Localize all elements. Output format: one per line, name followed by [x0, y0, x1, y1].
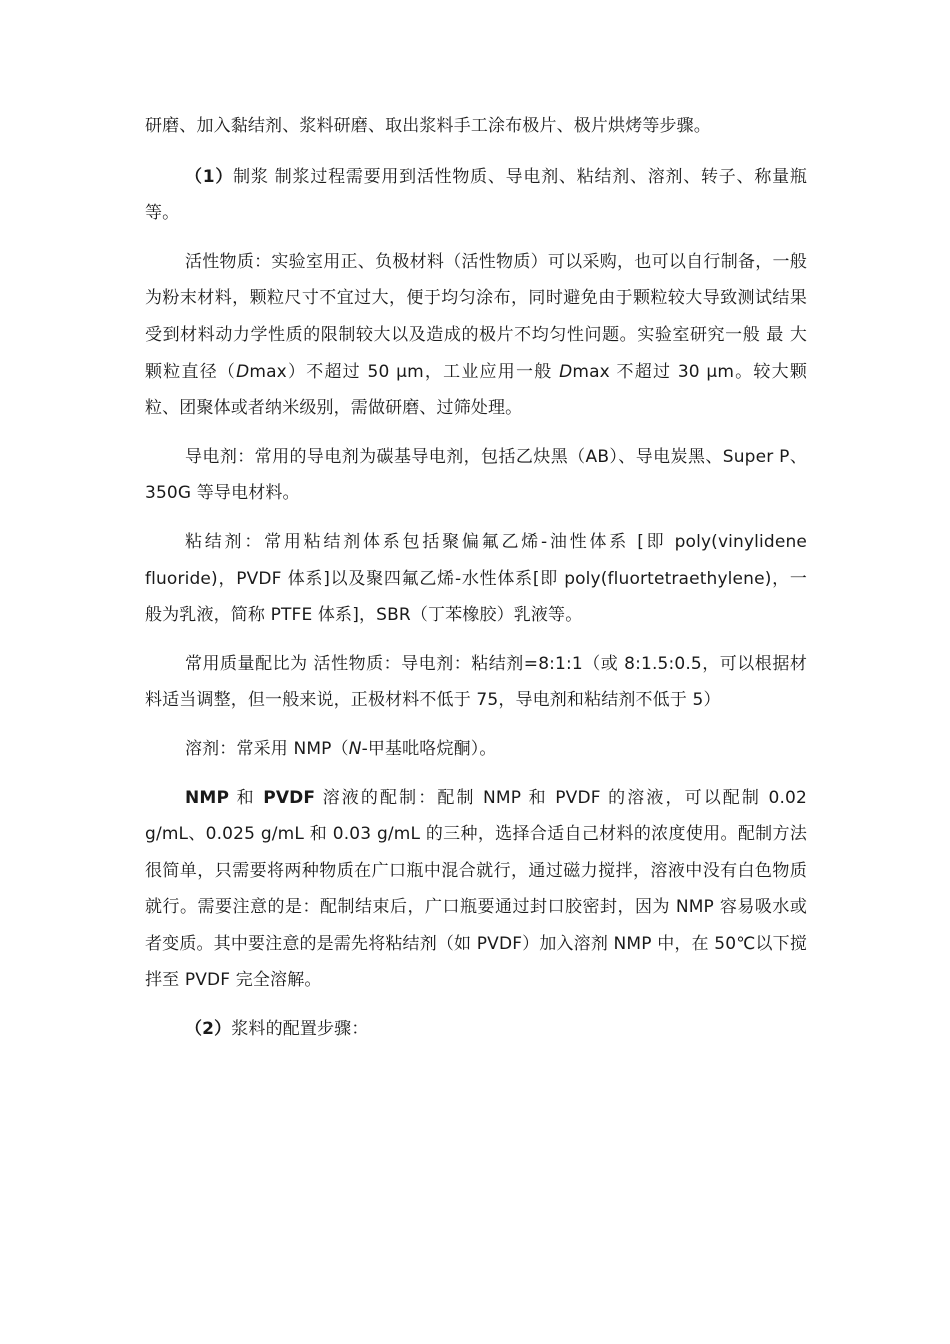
paragraph-slurry-section — [145, 159, 807, 232]
paragraph-nmp-pvdf-solution — [145, 780, 807, 1000]
paragraph-binder — [145, 524, 807, 634]
document-page — [145, 108, 807, 1048]
paragraph-text: 浆料的配置步骤： — [231, 1019, 369, 1040]
bold-term: PVDF — [263, 787, 316, 808]
paragraph-text: -甲基吡咯烷酮）。 — [361, 738, 497, 759]
italic-symbol: D — [236, 361, 250, 382]
paragraph-text: 研磨、加入黏结剂、浆料研磨、取出浆料手工涂布极片、极片烘烤等步骤。 — [145, 116, 711, 136]
paragraph-text: max）不超过 50 μm，工业应用一般 — [249, 361, 560, 382]
section-number: （2） — [185, 1019, 232, 1040]
paragraph-text: 和 — [229, 787, 264, 808]
paragraph-conductive-agent — [145, 439, 807, 512]
paragraph-solvent — [145, 731, 807, 768]
paragraph-slurry-steps-heading — [145, 1011, 807, 1048]
bold-term: NMP — [185, 787, 230, 808]
paragraph-text: 常用质量配比为 活性物质：导电剂：粘结剂=8:1:1（或 8:1.5:0.5，可以根据材料适当调整，但一般来说，正极材料不低于 75，导电剂和粘结剂不低于 5） — [145, 653, 807, 711]
paragraph-text: max 不超过 30 μm。较大颗粒、团聚体或者纳米级别，需做研磨、过筛处理。 — [145, 361, 807, 419]
paragraph-text: 粘结剂：常用粘结剂体系包括聚偏氟乙烯-油性体系 [即 poly(vinylidene fluoride)，PVDF 体系]以及聚四氟乙烯-水性体系[即 poly(fluortetraethylene)，一般为乳液，简称 PTFE 体系]，SBR（丁苯橡胶）乳液等。 — [145, 531, 807, 626]
italic-symbol: N — [348, 738, 362, 759]
paragraph-text: 活性物质：实验室用正、负极材料（活性物质）可以采购，也可以自行制备，一般为粉末材料，颗粒尺寸不宜过大，便于均匀涂布，同时避免由于颗粒较大导致测试结果受到材料动力学性质的限制较大以及造成的极片不均匀性问题。实验室研究一般 最 大颗粒直径（ — [145, 251, 807, 382]
paragraph-active-material — [145, 244, 807, 427]
section-number: （1） — [185, 166, 234, 187]
paragraph-mass-ratio — [145, 646, 807, 719]
paragraph-text: 导电剂：常用的导电剂为碳基导电剂，包括乙炔黑（AB）、导电炭黑、Super P、350G 等导电材料。 — [145, 446, 807, 504]
paragraph-text: 制浆 制浆过程需要用到活性物质、导电剂、粘结剂、溶剂、转子、称量瓶等。 — [145, 166, 807, 224]
italic-symbol: D — [559, 361, 573, 382]
paragraph-steps-continued — [145, 108, 807, 145]
paragraph-text: 溶液的配制：配制 NMP 和 PVDF 的溶液，可以配制 0.02 g/mL、0.025 g/mL 和 0.03 g/mL 的三种，选择合适自己材料的浓度使用。配制方法很简单，只需要将两种物质在广口瓶中混合就行，通过磁力搅拌，溶液中没有白色物质就行。需要注意的是：配制结束后，广口瓶要通过封口胶密封，因为 NMP 容易吸水或者变质。其中要注意的是需先将粘结剂（如 PVDF）加入溶剂 NMP 中，在 50℃以下搅拌至 PVDF 完全溶解。 — [145, 787, 807, 991]
paragraph-text: 溶剂：常采用 NMP（ — [185, 738, 349, 759]
